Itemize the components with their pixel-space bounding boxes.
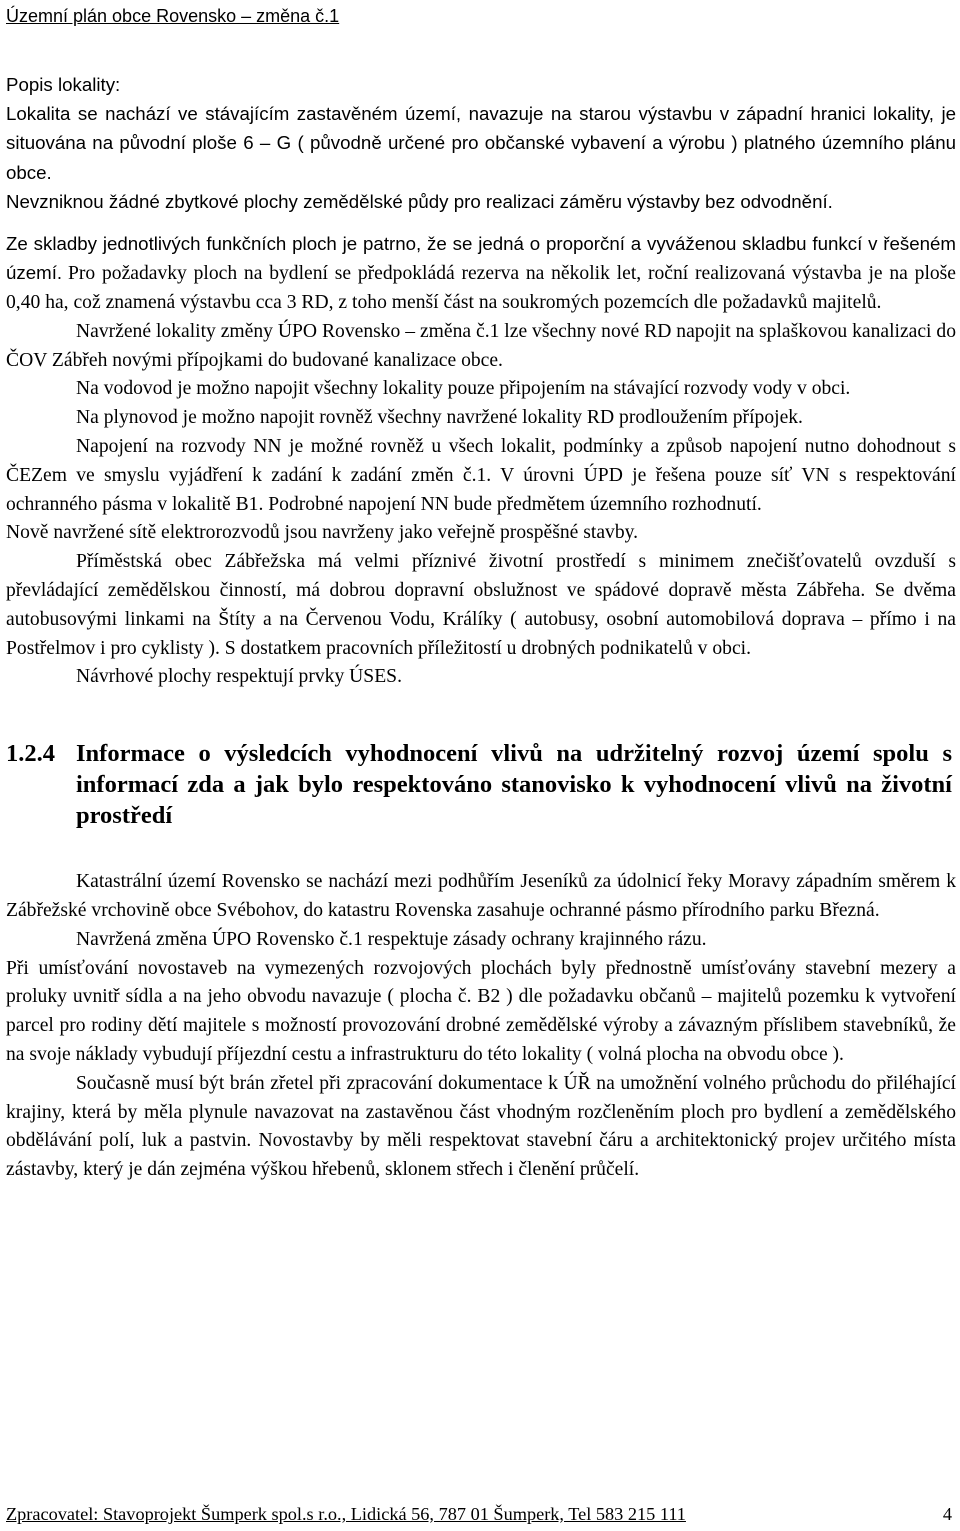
- paragraph-krajinny-raz: Navržená změna ÚPO Rovensko č.1 respektuje zásady ochrany krajinného rázu.: [76, 928, 707, 950]
- paragraph-skladba-sans-part: Ze skladby jednotlivých funkčních ploch je patrno, že se jedná o proporční a vyváženou skladbu funkcí v řešeném území.: [6, 233, 956, 284]
- section-heading: [6, 738, 956, 831]
- page-header-title: Územní plán obce Rovensko – změna č.1: [6, 6, 340, 26]
- paragraph-rozvody-nn: Napojení na rozvody NN je možné rovněž u všech lokalit, podmínky a způsob napojení nutno dohodnout s ČEZem ve smyslu vyjádření k zadání k zadání změn č.1. V úrovni ÚPD je řešena pouze síť VN s respektování ochranného pásma v lokalitě B1. Podrobné napojení NN bude předmětem územního rozhodnutí.: [6, 436, 956, 515]
- paragraph-kanalizace: Navržené lokality změny ÚPO Rovensko – změna č.1 lze všechny nové RD napojit na splaškovou kanalizaci do ČOV Zábřeh novými přípojkami do budované kanalizace obce.: [6, 320, 956, 371]
- paragraph-uses: Návrhové plochy respektují prvky ÚSES.: [76, 666, 402, 688]
- paragraph-spacer: [6, 216, 956, 229]
- paragraph-plynovod: Na plynovod je možno napojit rovněž všechny navržené lokality RD prodloužením přípojek.: [76, 407, 803, 429]
- paragraph-umistovani-novostaveb: Při umísťování novostaveb na vymezených rozvojových plochách byly přednostně umísťovány stavební mezery a proluky uvnitř sídla a na jeho obvodu navazuje ( plocha č. B2 ) dle požadavku občanů – majitelů pozemku k vytvoření parcel pro rodiny dětí majitele s možností provozování drobné zemědělské výroby a závazným příslibem stavebníků, že na svoje náklady vybudují příjezdní cestu a infrastrukturu do této lokality ( volná plocha na obvodu obce ).: [6, 957, 956, 1065]
- paragraph-zbytkove-plochy: Nevzniknou žádné zbytkové plochy zemědělské půdy pro realizaci záměru výstavby bez odvodnění.: [6, 190, 833, 212]
- paragraph-skladba-serif-part: Pro požadavky ploch na bydlení se předpokládá rezerva na několik let, roční realizovaná výstavba je na ploše 0,40 ha, což znamená výstavbu cca 3 RD, z toho menší část na soukromých pozemcích dle požadavků majitelů.: [6, 263, 957, 314]
- paragraph-katastralni-uzemi: Katastrální území Rovensko se nachází mezi podhůřím Jeseníků za údolnicí řeky Moravy západním směrem k Zábřežské vrchovině obce Svébohov, do katastru Rovenska zasahuje ochranné pásmo přírodního parku Březná.: [6, 871, 956, 921]
- page-footer: [6, 1502, 956, 1526]
- page-number: 4: [942, 1504, 952, 1524]
- paragraph-elektrorozvody: Nově navržené sítě elektrorozvodů jsou navrženy jako veřejně prospěšné stavby.: [6, 522, 639, 544]
- paragraph-zivotni-prostredi: Příměstská obec Zábřežska má velmi příznivé životní prostředí s minimem znečišťovatelů ovzduší s převládající zemědělskou činností, má dobrou dopravní obslužnost ve spádové dopravě města Zábřeha. Se dvěma autobusovými linkami na Štíty a na Červenou Vodu, Králíky ( autobusy, osobní automobilová doprava – přímo i na Postřelmov i pro cyklisty ). S dostatkem pracovních příležitostí u drobných podnikatelů v obci.: [6, 551, 956, 659]
- paragraph-vodovod: Na vodovod je možno napojit všechny lokality pouze připojením na stávající rozvody vody v obci.: [76, 378, 851, 400]
- document-body: [6, 70, 956, 1185]
- heading-spacer: [6, 831, 956, 868]
- section-label-popis-lokality: Popis lokality:: [6, 74, 121, 95]
- paragraph-pruchod-krajinou: Současně musí být brán zřetel při zpracování dokumentace k ÚŘ na umožnění volného průchodu do přiléhající krajiny, která by měla plynule navazovat na zastavěnou část vhodným rozčleněním ploch pro bydlení a zemědělského obdělávání polí, luk a pastvin. Novostavby by měli respektovat stavební čáru a architektonický projev určitého místa zástavby, který je dán zejména výškou hřebenů, sklonem střech i členění průčelí.: [6, 1072, 956, 1181]
- section-heading-title: Informace o výsledcích vyhodnocení vlivů na udržitelný rozvoj území spolu s informací zda a jak bylo respektováno stanovisko k vyhodnocení vlivů na životní prostředí: [76, 740, 952, 830]
- section-heading-number: 1.2.4: [6, 740, 55, 768]
- footer-text: Zpracovatel: Stavoprojekt Šumperk spol.s r.o., Lidická 56, 787 01 Šumperk, Tel 583 215 111: [6, 1504, 686, 1524]
- paragraph-skladba-ploch: [6, 229, 956, 318]
- paragraph-lokalita: Lokalita se nachází ve stávajícím zastavěném území, navazuje na starou výstavbu v západní hranici lokality, je situována na původní ploše 6 – G ( původně určené pro občanské vybavení a výrobu ) platného územního plánu obce.: [6, 103, 956, 183]
